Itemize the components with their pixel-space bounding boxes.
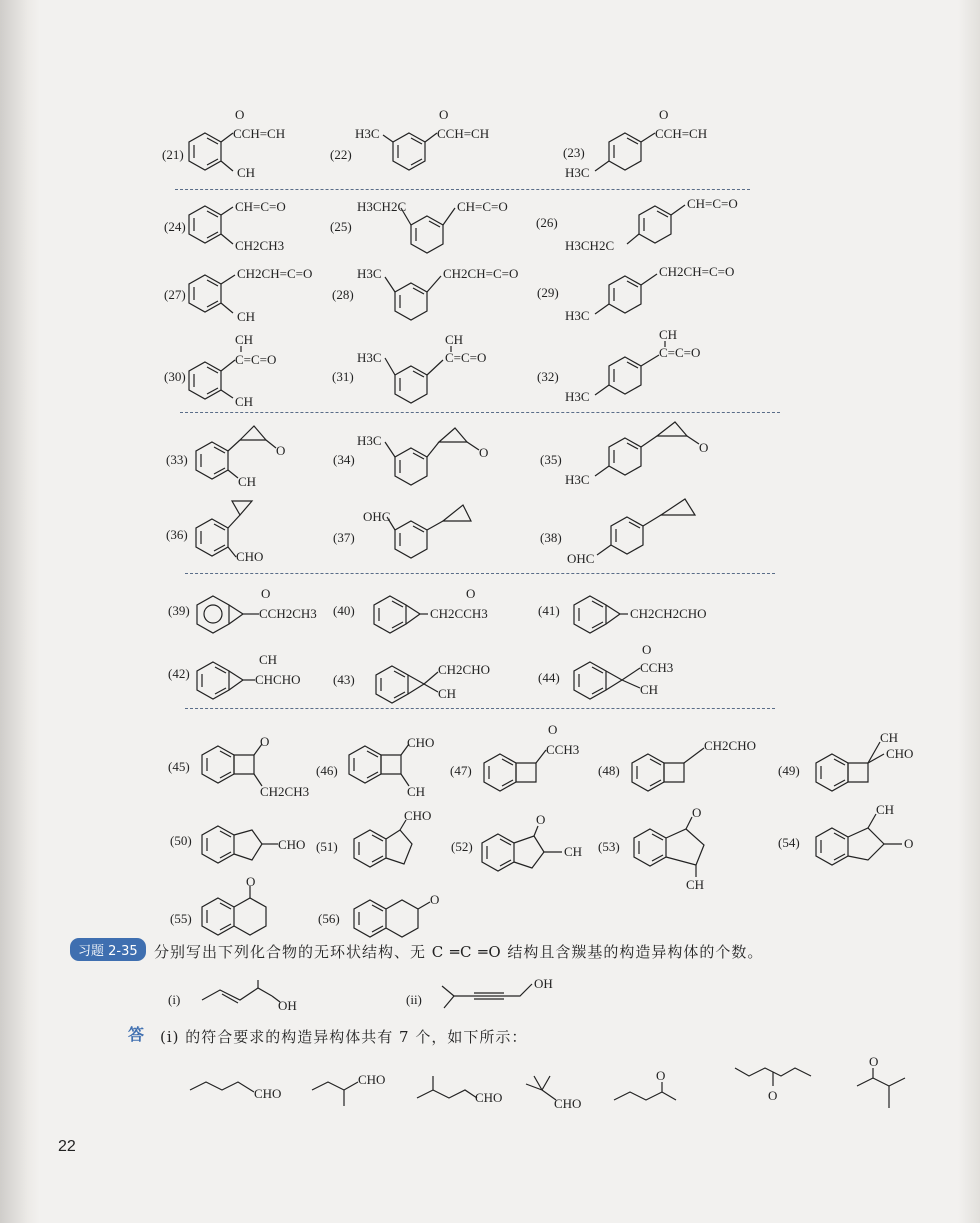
group-text: CH2CHO xyxy=(704,738,757,753)
h3c-text: H3C xyxy=(357,433,382,448)
group-text: CH2CH3 xyxy=(260,784,310,799)
ch3-text: CH xyxy=(238,474,257,489)
compound-label-49: (49) xyxy=(778,763,800,778)
oxygen-text: O xyxy=(548,722,558,737)
answer-structure-7 xyxy=(855,1054,935,1116)
ch3-text: CH xyxy=(880,730,899,745)
group-text: CH=C=O xyxy=(235,199,286,214)
structure-41 xyxy=(570,584,750,636)
compound-label-38: (38) xyxy=(540,530,562,545)
compound-label-51: (51) xyxy=(316,839,338,854)
structure-55 xyxy=(198,870,298,944)
group-text: CH2CH3 xyxy=(235,238,285,253)
structure-29 xyxy=(565,262,775,326)
oxygen-text: O xyxy=(869,1054,879,1069)
answer-structure-1 xyxy=(188,1070,298,1110)
cho-text: CHO xyxy=(475,1090,503,1105)
oxygen-text: O xyxy=(430,892,440,907)
structure-34 xyxy=(357,420,507,490)
structure-38 xyxy=(565,493,715,565)
oxygen-text: O xyxy=(642,642,652,657)
structure-35 xyxy=(565,418,745,488)
h3c-text: H3C xyxy=(565,389,590,404)
h3c-text: H3C xyxy=(565,165,590,180)
structure-22 xyxy=(355,105,525,185)
exercise-question: 分别写出下列化合物的无环状结构、无 C ═C ═O 结构且含羰基的构造异构体的个数。 xyxy=(154,943,764,961)
oxygen-text: O xyxy=(904,836,914,851)
structure-43 xyxy=(372,654,512,706)
structure-50 xyxy=(198,816,318,876)
structure-36 xyxy=(192,495,292,567)
structure-45 xyxy=(198,732,318,802)
compound-label-23: (23) xyxy=(563,145,585,160)
group-text: CH2CCH3 xyxy=(430,606,488,621)
oxygen-text: O xyxy=(261,586,271,601)
oxygen-text: O xyxy=(276,443,286,458)
divider xyxy=(180,412,780,413)
structure-31 xyxy=(357,332,517,412)
structure-47 xyxy=(480,720,600,796)
ch3-text: CH xyxy=(438,686,457,701)
structure-28 xyxy=(357,263,547,327)
oxygen-text: O xyxy=(260,734,270,749)
compound-label-33: (33) xyxy=(166,452,188,467)
compound-label-31: (31) xyxy=(332,369,354,384)
answer-structure-2 xyxy=(310,1068,400,1112)
compound-label-34: (34) xyxy=(333,452,355,467)
answer-structure-4 xyxy=(522,1068,602,1118)
answer-structure-5 xyxy=(612,1066,702,1112)
cho-text: CHO xyxy=(554,1096,582,1111)
compound-label-46: (46) xyxy=(316,763,338,778)
compound-label-30: (30) xyxy=(164,369,186,384)
compound-label-55: (55) xyxy=(170,911,192,926)
compound-label-29: (29) xyxy=(537,285,559,300)
group-text: CH2CH2CHO xyxy=(630,606,707,621)
oxygen-text: O xyxy=(479,445,489,460)
structure-49 xyxy=(812,730,942,800)
ch3-text: CH xyxy=(235,332,254,347)
group-text: CCH3 xyxy=(640,660,674,675)
h3c-text: H3C xyxy=(357,350,382,365)
h3c-text: H3C xyxy=(565,308,590,323)
answer-text: (i) 的符合要求的构造异构体共有 7 个，如下所示： xyxy=(160,1028,528,1046)
answer-structure-3 xyxy=(415,1070,515,1114)
group-text: CCH=CH xyxy=(233,126,286,141)
compound-label-43: (43) xyxy=(333,672,355,687)
compound-label-22: (22) xyxy=(330,147,352,162)
group-text: C=C=O xyxy=(659,345,701,360)
answer-structure-6 xyxy=(733,1058,823,1108)
group-text: C=C=O xyxy=(235,352,277,367)
answer-label: 答 xyxy=(128,1025,145,1044)
cho-text: CHO xyxy=(278,837,306,852)
cho-text: CHO xyxy=(358,1072,386,1087)
compound-label-47: (47) xyxy=(450,763,472,778)
structure-54 xyxy=(812,800,942,876)
compound-label-50: (50) xyxy=(170,833,192,848)
structure-part-i xyxy=(200,978,310,1018)
structure-52 xyxy=(478,810,608,876)
compound-label-45: (45) xyxy=(168,759,190,774)
ch3-text: CH xyxy=(640,682,659,697)
cho-text: CHO xyxy=(236,549,264,564)
ch3-text: CH xyxy=(686,877,705,892)
structure-39 xyxy=(193,584,333,636)
ch3-text: CH xyxy=(237,165,256,180)
compound-label-27: (27) xyxy=(164,287,186,302)
compound-label-32: (32) xyxy=(537,369,559,384)
group-text: CCH=CH xyxy=(655,126,708,141)
oxygen-text: O xyxy=(246,874,256,889)
group-text: CCH=CH xyxy=(437,126,490,141)
group-text: CH2CHO xyxy=(438,662,491,677)
structure-32 xyxy=(565,327,745,407)
ch3-text: CH xyxy=(235,394,254,409)
book-spine-shadow xyxy=(0,0,40,1223)
divider xyxy=(185,573,775,574)
ch3-text: CH xyxy=(445,332,464,347)
exercise-badge: 习题 2-35 xyxy=(70,938,146,961)
compound-label-28: (28) xyxy=(332,287,354,302)
h3c-text: H3C xyxy=(565,472,590,487)
group-text: H3CH2C xyxy=(565,238,615,253)
oxygen-text: O xyxy=(768,1088,778,1103)
h3c-text: H3C xyxy=(357,266,382,281)
structure-42 xyxy=(193,650,333,702)
cho-text: CHO xyxy=(886,746,914,761)
oh-text: OH xyxy=(278,998,297,1013)
compound-label-54: (54) xyxy=(778,835,800,850)
cho-text: CHO xyxy=(404,808,432,823)
structure-48 xyxy=(628,732,778,802)
cho-text: CHO xyxy=(407,735,435,750)
structure-27 xyxy=(185,263,335,327)
group-text: CHCHO xyxy=(255,672,301,687)
group-text: CH2CH=C=O xyxy=(237,266,313,281)
compound-label-53: (53) xyxy=(598,839,620,854)
compound-label-37: (37) xyxy=(333,530,355,545)
cho-text: CHO xyxy=(254,1086,282,1101)
ohc-text: OHC xyxy=(363,509,391,524)
compound-label-25: (25) xyxy=(330,219,352,234)
group-text: CH2CH=C=O xyxy=(659,264,735,279)
compound-label-56: (56) xyxy=(318,911,340,926)
ohc-text: OHC xyxy=(567,551,595,566)
oxygen-text: O xyxy=(439,107,449,122)
ch3-text: CH xyxy=(659,327,678,342)
compound-label-42: (42) xyxy=(168,666,190,681)
oxygen-text: O xyxy=(466,586,476,601)
ch3-text: CH xyxy=(259,652,278,667)
oh-text: OH xyxy=(534,976,553,991)
page-number: 22 xyxy=(58,1138,76,1155)
compound-label-21: (21) xyxy=(162,147,184,162)
ch3-text: CH xyxy=(407,784,426,799)
structure-part-ii xyxy=(440,972,580,1018)
structure-25 xyxy=(357,196,527,260)
structure-53 xyxy=(630,805,740,891)
part-i-label: (i) xyxy=(168,992,181,1007)
oxygen-text: O xyxy=(692,805,702,820)
group-text: CH=C=O xyxy=(687,196,738,211)
group-text: CCH3 xyxy=(546,742,580,757)
ch3-text: CH xyxy=(237,309,256,324)
group-text: CCH2CH3 xyxy=(259,606,317,621)
structure-33 xyxy=(192,420,302,490)
group-text: CH2CH=C=O xyxy=(443,266,519,281)
ch3-text: CH xyxy=(876,802,895,817)
group-text: H3CH2C xyxy=(357,199,407,214)
oxygen-text: O xyxy=(699,440,709,455)
structure-46 xyxy=(345,732,455,802)
compound-label-41: (41) xyxy=(538,603,560,618)
structure-21 xyxy=(185,105,285,185)
compound-label-39: (39) xyxy=(168,603,190,618)
page-edge xyxy=(958,0,980,1223)
compound-label-48: (48) xyxy=(598,763,620,778)
structure-26 xyxy=(565,192,765,256)
oxygen-text: O xyxy=(235,107,245,122)
structure-40 xyxy=(370,584,510,636)
structure-30 xyxy=(185,332,325,412)
divider xyxy=(175,189,750,190)
oxygen-text: O xyxy=(536,812,546,827)
divider xyxy=(185,708,775,709)
ch3-text: CH xyxy=(564,844,583,859)
part-ii-label: (ii) xyxy=(406,992,422,1007)
structure-24 xyxy=(185,196,325,260)
compound-label-26: (26) xyxy=(536,215,558,230)
h3c-text: H3C xyxy=(355,126,380,141)
compound-label-44: (44) xyxy=(538,670,560,685)
compound-label-36: (36) xyxy=(166,527,188,542)
structure-23 xyxy=(565,105,765,185)
group-text: C=C=O xyxy=(445,350,487,365)
compound-label-52: (52) xyxy=(451,839,473,854)
oxygen-text: O xyxy=(656,1068,666,1083)
oxygen-text: O xyxy=(659,107,669,122)
structure-51 xyxy=(350,808,450,878)
structure-44 xyxy=(570,642,710,704)
compound-label-24: (24) xyxy=(164,219,186,234)
group-text: CH=C=O xyxy=(457,199,508,214)
compound-label-40: (40) xyxy=(333,603,355,618)
structure-37 xyxy=(363,495,503,567)
compound-label-35: (35) xyxy=(540,452,562,467)
